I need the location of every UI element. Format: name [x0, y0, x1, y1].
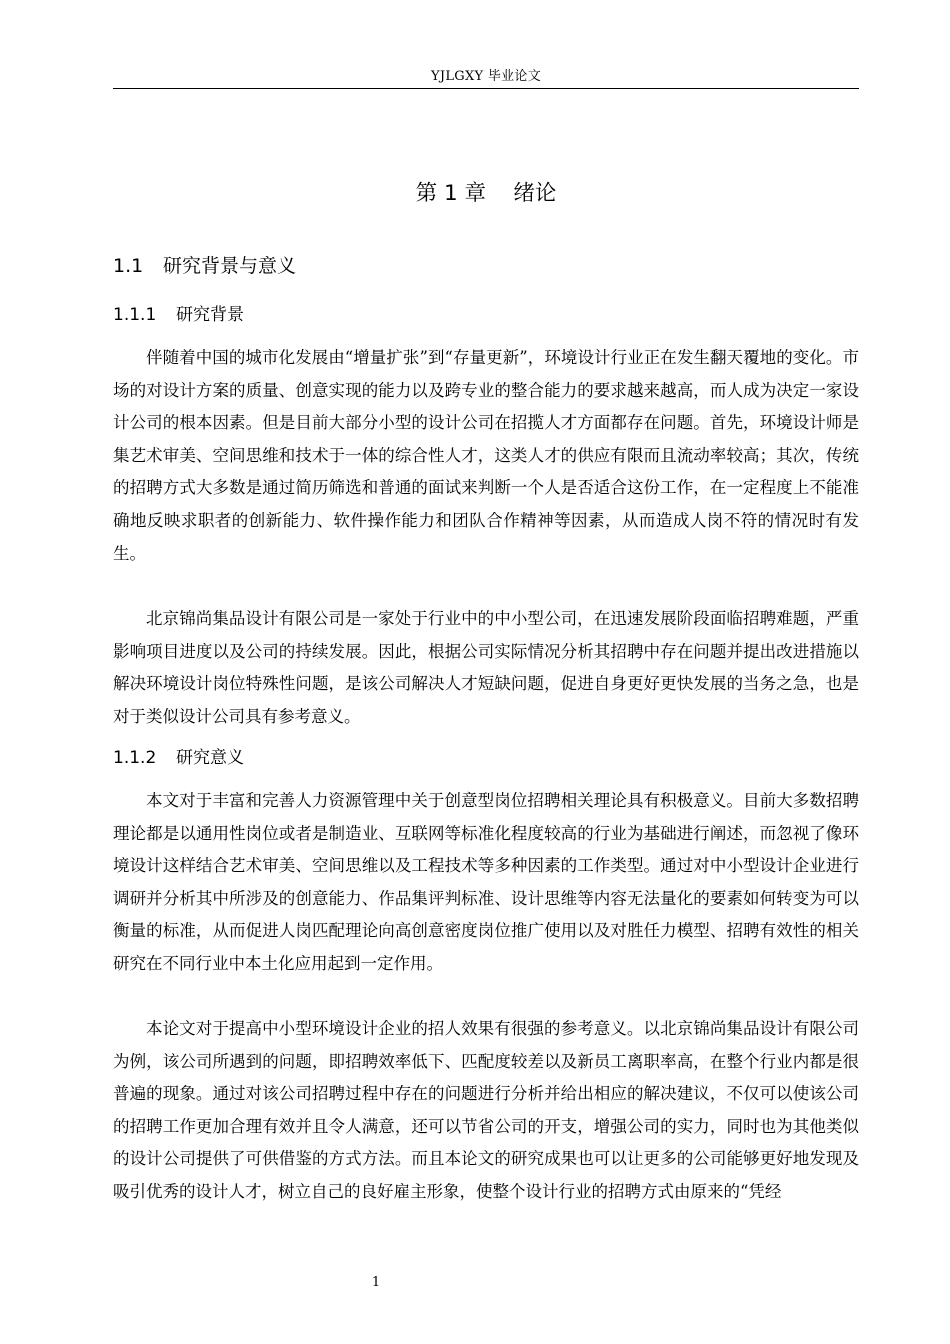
- subsection-heading-significance: [113, 745, 244, 771]
- body-paragraph: 北京锦尚集品设计有限公司是一家处于行业中的中小型公司，在迅速发展阶段面临招聘难题，严重影响项目进度以及公司的持续发展。因此，根据公司实际情况分析其招聘中存在问题并提出改进措施以解决环境设计岗位特殊性问题，是该公司解决人才短缺问题，促进自身更好更快发展的当务之急，也是对于类似设计公司具有参考意义。: [113, 609, 859, 726]
- section-heading: [113, 252, 296, 280]
- page-number: 1: [371, 1275, 381, 1290]
- body-paragraph: 本论文对于提高中小型环境设计企业的招人效果有很强的参考意义。以北京锦尚集品设计有限公司为例，该公司所遇到的问题，即招聘效率低下、匹配度较差以及新员工离职率高，在整个行业内都是很普遍的现象。通过对该公司招聘过程中存在的问题进行分析并给出相应的解决建议，不仅可以使该公司的招聘工作更加合理有效并且令人满意，还可以节省公司的开支，增强公司的实力，同时也为其他类似的设计公司提供了可供借鉴的方式方法。而且本论文的研究成果也可以让更多的公司能够更好地发现及吸引优秀的设计人才，树立自己的良好雇主形象，使整个设计行业的招聘方式由原来的“凭经: [113, 1019, 859, 1201]
- body-paragraph: 本文对于丰富和完善人力资源管理中关于创意型岗位招聘相关理论具有积极意义。目前大多数招聘理论都是以通用性岗位或者是制造业、互联网等标准化程度较高的行业为基础进行阐述，而忽视了像环境设计这样结合艺术审美、空间思维以及工程技术等多种因素的工作类型。通过对中小型设计企业进行调研并分析其中所涉及的创意能力、作品集评判标准、设计思维等内容无法量化的要素如何转变为可以衡量的标准，从而促进人岗匹配理论向高创意密度岗位推广使用以及对胜任力模型、招聘有效性的相关研究在不同行业中本土化应用起到一定作用。: [113, 791, 859, 973]
- subsection-number: 1.1.1: [113, 305, 157, 325]
- subsection-number: 1.1.2: [113, 748, 157, 768]
- subsection-heading-background: [113, 302, 244, 328]
- subsection-title: 研究背景: [176, 305, 244, 325]
- section-number: 1.1: [113, 255, 144, 277]
- body-paragraph: 伴随着中国的城市化发展由“增量扩张”到“存量更新”，环境设计行业正在发生翻天覆地的变化。市场的对设计方案的质量、创意实现的能力以及跨专业的整合能力的要求越来越高，而人成为决定一家设计公司的根本因素。但是目前大部分小型的设计公司在招揽人才方面都存在问题。首先，环境设计师是集艺术审美、空间思维和技术于一体的综合性人才，这类人才的供应有限而且流动率较高；其次，传统的招聘方式大多数是通过简历筛选和普通的面试来判断一个人是否适合这份工作，在一定程度上不能准确地反映求职者的创新能力、软件操作能力和团队合作精神等因素，从而造成人岗不符的情况时有发生。: [113, 348, 859, 563]
- header-rule: [113, 88, 859, 89]
- chapter-title: 第 1 章 绪论: [415, 181, 557, 206]
- running-header: YJLGXY 毕业论文: [430, 69, 542, 84]
- section-title: 研究背景与意义: [163, 255, 297, 277]
- subsection-title: 研究意义: [176, 748, 244, 768]
